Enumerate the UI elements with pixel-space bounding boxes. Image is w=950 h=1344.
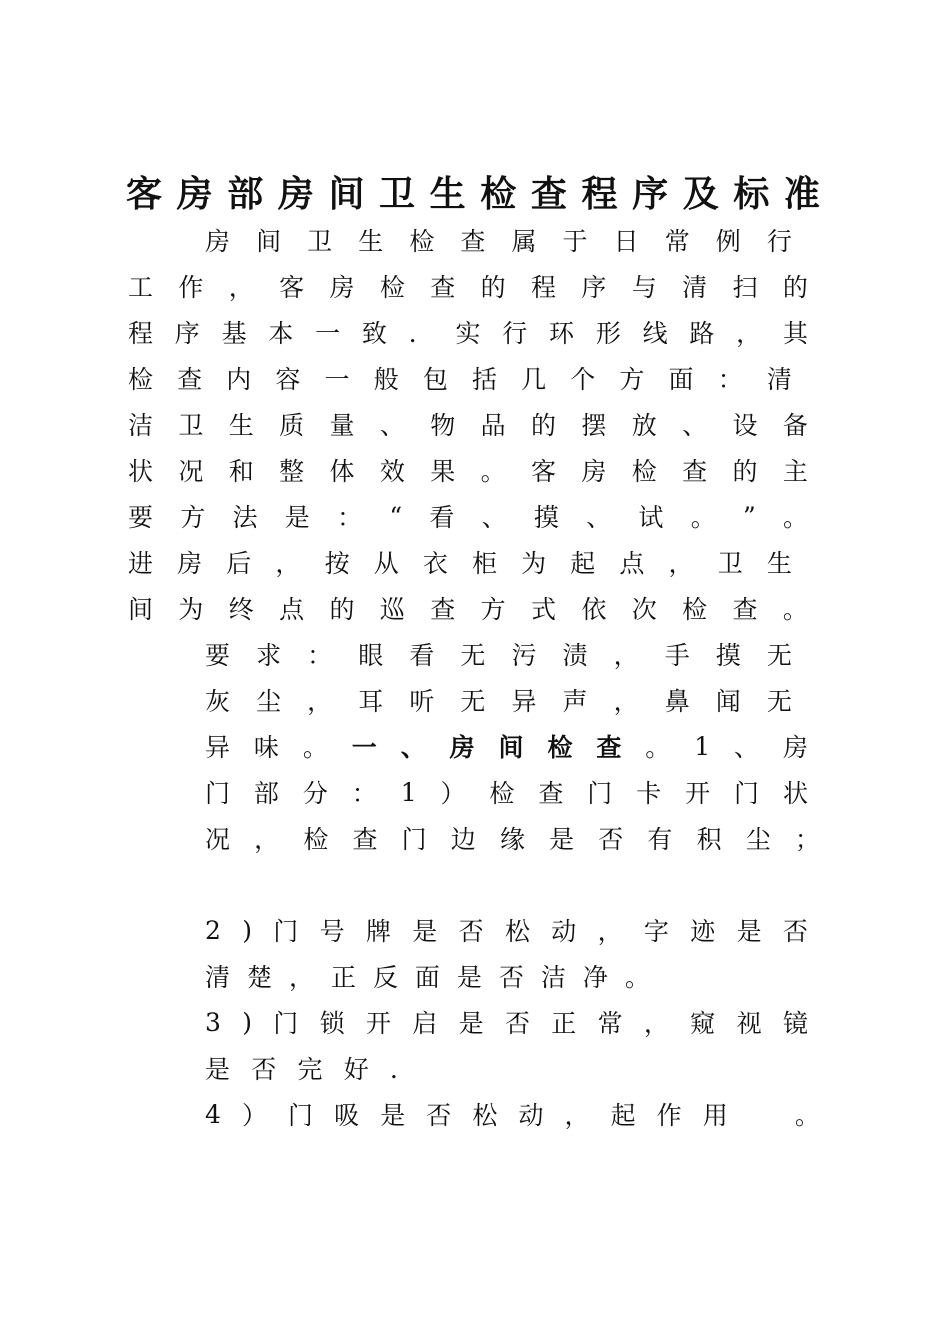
text-char: 是: [412, 917, 438, 946]
text-char: 一: [324, 365, 350, 394]
text-char: 异: [205, 733, 231, 762]
text-char: 尘: [256, 687, 282, 716]
text-line: [128, 358, 792, 398]
text-char: 门: [587, 779, 613, 808]
text-char: 状: [782, 779, 808, 808]
text-line: [205, 772, 808, 812]
text-char: 渍: [562, 641, 588, 670]
text-char: 检: [631, 457, 657, 486]
text-char: 要: [205, 641, 231, 670]
text-char: 鼻: [664, 687, 690, 716]
text-char: 查: [682, 457, 708, 486]
text-char: ，: [307, 687, 333, 716]
text-char: 部: [253, 779, 279, 808]
text-char: 完: [297, 1055, 323, 1084]
text-char: 实: [455, 319, 481, 348]
text-char: 清: [682, 273, 708, 302]
title-char: 检: [480, 172, 517, 215]
text-char: 松: [472, 1101, 498, 1130]
text-char: ．: [408, 319, 434, 348]
text-char: 程: [531, 273, 557, 302]
text-char: 状: [128, 457, 154, 486]
text-char: 查: [352, 825, 378, 854]
text-char: 体: [329, 457, 355, 486]
text-char: 是: [458, 1009, 484, 1038]
text-char: 检: [409, 227, 435, 256]
text-char: 行: [502, 319, 528, 348]
text-char: ”: [742, 501, 756, 531]
text-char: 。: [302, 733, 328, 762]
text-char: 用: [702, 1101, 728, 1130]
text-line: [128, 542, 792, 582]
text-char: 污: [511, 641, 537, 670]
text-char: ，: [613, 687, 639, 716]
text-char: 是: [736, 917, 762, 946]
text-char: ，: [668, 549, 694, 578]
text-char: 闻: [715, 687, 741, 716]
text-char: 个: [570, 365, 596, 394]
text-char: 扫: [732, 273, 758, 302]
text-char: 是: [205, 1055, 231, 1084]
text-char: 查: [538, 779, 564, 808]
text-char: 房: [449, 733, 475, 762]
text-char: 方: [180, 503, 206, 532]
title-char: 部: [227, 172, 264, 215]
document-title: [126, 166, 820, 216]
text-char: 形: [595, 319, 621, 348]
text-char: 无: [766, 687, 792, 716]
text-char: 卡: [636, 779, 662, 808]
text-char: 动: [551, 917, 577, 946]
text-char: 间: [498, 733, 524, 762]
text-char: 面: [414, 963, 440, 992]
text-char: 检: [682, 595, 708, 624]
text-char: 洁: [128, 411, 154, 440]
text-char: 序: [581, 273, 607, 302]
title-char: 间: [328, 172, 365, 215]
text-char: 否: [426, 1101, 452, 1130]
text-char: 放: [631, 411, 657, 440]
text-char: ，: [564, 1101, 590, 1130]
text-char: 况: [205, 825, 231, 854]
text-char: 生: [766, 549, 792, 578]
text-char: 反: [372, 963, 398, 992]
text-char: 。: [480, 457, 506, 486]
title-char: 序: [632, 172, 669, 215]
text-char: 边: [450, 825, 476, 854]
text-char: ：: [337, 503, 363, 532]
text-char: 门: [734, 779, 760, 808]
text-char: 备: [782, 411, 808, 440]
text-char: 清: [205, 963, 231, 992]
text-char: 异: [511, 687, 537, 716]
text-char: 。: [645, 733, 671, 762]
text-char: 查: [732, 595, 758, 624]
title-char: 查: [530, 172, 567, 215]
text-line: [205, 956, 650, 996]
text-char: 看: [409, 641, 435, 670]
title-char: 标: [733, 172, 770, 215]
text-char: 房: [581, 457, 607, 486]
text-char: 质: [279, 411, 305, 440]
text-char: 锁: [319, 1009, 345, 1038]
text-char: “: [389, 501, 403, 531]
text-char: 查: [430, 273, 456, 302]
text-char: 检: [489, 779, 515, 808]
text-char: 常: [664, 227, 690, 256]
text-char: 号: [319, 917, 345, 946]
text-char: 内: [226, 365, 252, 394]
text-line: [128, 588, 808, 628]
text-char: 几: [521, 365, 547, 394]
text-char: 况: [178, 457, 204, 486]
text-char: 的: [480, 273, 506, 302]
text-char: 净: [582, 963, 608, 992]
text-char: [749, 1096, 774, 1132]
text-char: 卫: [717, 549, 743, 578]
text-char: 求: [256, 641, 282, 670]
text-char: 积: [696, 825, 722, 854]
text-line: [205, 1002, 808, 1042]
text-char: 正: [551, 1009, 577, 1038]
text-char: 房: [329, 273, 355, 302]
text-char: 卫: [178, 411, 204, 440]
text-char: 作: [178, 273, 204, 302]
text-char: 灰: [205, 687, 231, 716]
text-char: 看: [429, 503, 455, 532]
text-char: 般: [373, 365, 399, 394]
title-char: 准: [783, 172, 820, 215]
text-char: 正: [330, 963, 356, 992]
text-char: 巡: [379, 595, 405, 624]
text-char: 起: [610, 1101, 636, 1130]
text-char: 吸: [334, 1101, 360, 1130]
text-char: 否: [598, 825, 624, 854]
text-char: 房: [782, 733, 808, 762]
text-char: ，: [254, 825, 280, 854]
text-char: 听: [409, 687, 435, 716]
text-char: 房: [205, 227, 231, 256]
text-char: 试: [638, 503, 664, 532]
text-char: 的: [782, 273, 808, 302]
text-char: ：: [351, 779, 377, 808]
text-line: [128, 312, 808, 352]
text-char: 效: [379, 457, 405, 486]
text-char: 整: [279, 457, 305, 486]
text-char: 开: [365, 1009, 391, 1038]
text-char: 否: [782, 917, 808, 946]
text-char: 迹: [690, 917, 716, 946]
text-char: ）: [241, 1101, 267, 1130]
text-char: 其: [782, 319, 808, 348]
text-char: ．: [389, 1055, 415, 1084]
text-char: 。: [782, 595, 808, 624]
text-char: 间: [128, 595, 154, 624]
text-char: 生: [358, 227, 384, 256]
text-char: 按: [324, 549, 350, 578]
text-char: 是: [380, 1101, 406, 1130]
text-char: 为: [178, 595, 204, 624]
text-char: 日: [613, 227, 639, 256]
text-line: [205, 818, 820, 858]
text-char: 否: [458, 917, 484, 946]
text-char: 和: [228, 457, 254, 486]
title-char: 卫: [379, 172, 416, 215]
text-char: 是: [284, 503, 310, 532]
text-char: 量: [329, 411, 355, 440]
text-char: 无: [460, 641, 486, 670]
text-char: 摸: [533, 503, 559, 532]
text-char: 否: [504, 1009, 530, 1038]
text-char: 序: [174, 319, 200, 348]
text-char: ）: [440, 779, 466, 808]
text-char: 终: [228, 595, 254, 624]
text-char: 、: [734, 733, 760, 762]
text-char: 间: [256, 227, 282, 256]
text-char: 环: [549, 319, 575, 348]
text-char: 检: [128, 365, 154, 394]
text-char: 卫: [307, 227, 333, 256]
text-char: 生: [228, 411, 254, 440]
text-char: 查: [430, 595, 456, 624]
text-char: 。: [794, 1101, 820, 1130]
text-char: 门: [205, 779, 231, 808]
text-char: 镜: [782, 1009, 808, 1038]
title-char: 客: [126, 172, 163, 215]
text-line: [205, 634, 792, 674]
text-char: 无: [460, 687, 486, 716]
text-char: 检: [379, 273, 405, 302]
text-char: ：: [307, 641, 333, 670]
text-char: 查: [177, 365, 203, 394]
text-char: 容: [275, 365, 301, 394]
text-char: 致: [361, 319, 387, 348]
text-char: 线: [642, 319, 668, 348]
text-char: 。: [782, 503, 808, 532]
text-char: 客: [531, 457, 557, 486]
title-char: 程: [581, 172, 618, 215]
text-line: [205, 680, 792, 720]
title-char: 及: [682, 172, 719, 215]
text-char: 味: [253, 733, 279, 762]
text-char: 2: [205, 915, 221, 945]
title-char: 房: [277, 172, 314, 215]
text-char: 衣: [422, 549, 448, 578]
text-char: 行: [766, 227, 792, 256]
text-char: 基: [221, 319, 247, 348]
text-char: 起: [570, 549, 596, 578]
text-char: 门: [273, 917, 299, 946]
text-char: 尘: [745, 825, 771, 854]
text-char: 摸: [715, 641, 741, 670]
text-char: 4: [205, 1099, 221, 1129]
text-char: 于: [562, 227, 588, 256]
text-char: 一: [351, 733, 377, 762]
text-char: 门: [401, 825, 427, 854]
text-char: 为: [521, 549, 547, 578]
text-char: 无: [766, 641, 792, 670]
text-char: ): [242, 915, 252, 945]
text-char: 1: [694, 731, 711, 761]
text-char: 面: [668, 365, 694, 394]
text-line: [205, 1048, 415, 1088]
text-char: 有: [647, 825, 673, 854]
text-char: 检: [547, 733, 573, 762]
text-char: 次: [631, 595, 657, 624]
text-char: 声: [562, 687, 588, 716]
text-char: 字: [643, 917, 669, 946]
text-char: 从: [373, 549, 399, 578]
text-char: 门: [288, 1101, 314, 1130]
text-char: 式: [531, 595, 557, 624]
text-char: 工: [128, 273, 154, 302]
text-line: [128, 266, 808, 306]
text-char: 果: [430, 457, 456, 486]
text-char: 物: [430, 411, 456, 440]
text-char: 的: [732, 457, 758, 486]
text-char: 。: [624, 963, 650, 992]
text-char: 1: [400, 777, 417, 807]
text-char: 清: [766, 365, 792, 394]
text-line: [205, 1094, 820, 1134]
text-char: 视: [736, 1009, 762, 1038]
text-line: [205, 220, 792, 260]
text-char: 查: [596, 733, 622, 762]
text-char: 查: [460, 227, 486, 256]
text-char: 要: [128, 503, 154, 532]
text-char: 点: [619, 549, 645, 578]
text-char: 楚: [246, 963, 272, 992]
text-char: 客: [279, 273, 305, 302]
text-char: 的: [329, 595, 355, 624]
text-char: 点: [279, 595, 305, 624]
text-char: 、: [586, 503, 612, 532]
text-char: 缘: [499, 825, 525, 854]
text-char: ，: [597, 917, 623, 946]
text-char: ，: [228, 273, 254, 302]
text-char: 否: [498, 963, 524, 992]
text-char: ，: [275, 549, 301, 578]
text-char: 进: [128, 549, 154, 578]
text-char: 依: [581, 595, 607, 624]
text-char: 方: [619, 365, 645, 394]
text-char: 开: [685, 779, 711, 808]
text-char: ，: [613, 641, 639, 670]
text-char: 、: [400, 733, 426, 762]
text-char: 是: [549, 825, 575, 854]
text-char: 好: [343, 1055, 369, 1084]
text-char: 括: [471, 365, 497, 394]
text-char: 房: [177, 549, 203, 578]
text-char: 路: [689, 319, 715, 348]
text-char: 属: [511, 227, 537, 256]
text-char: 松: [504, 917, 530, 946]
text-char: 本: [268, 319, 294, 348]
text-line: [128, 496, 808, 536]
text-char: ：: [717, 365, 743, 394]
text-char: 、: [481, 503, 507, 532]
text-char: 与: [631, 273, 657, 302]
text-char: ，: [736, 319, 762, 348]
text-char: 。: [690, 503, 716, 532]
text-char: 动: [518, 1101, 544, 1130]
text-char: ，: [288, 963, 314, 992]
text-char: 品: [480, 411, 506, 440]
text-char: ，: [643, 1009, 669, 1038]
text-char: 后: [226, 549, 252, 578]
text-line: [205, 726, 808, 766]
text-char: 方: [480, 595, 506, 624]
text-char: 洁: [540, 963, 566, 992]
text-char: 作: [656, 1101, 682, 1130]
text-char: 主: [782, 457, 808, 486]
text-char: 分: [302, 779, 328, 808]
text-char: 眼: [358, 641, 384, 670]
text-char: 门: [273, 1009, 299, 1038]
text-char: 程: [128, 319, 154, 348]
text-line: [128, 404, 808, 444]
text-char: 一: [315, 319, 341, 348]
text-char: 窥: [690, 1009, 716, 1038]
text-line: [205, 910, 808, 950]
text-char: 否: [251, 1055, 277, 1084]
text-char: 的: [531, 411, 557, 440]
text-char: 、: [682, 411, 708, 440]
title-char: 生: [429, 172, 466, 215]
text-char: 例: [715, 227, 741, 256]
text-char: 法: [232, 503, 258, 532]
text-char: 常: [597, 1009, 623, 1038]
text-line: [128, 450, 808, 490]
text-char: 、: [379, 411, 405, 440]
text-char: 摆: [581, 411, 607, 440]
text-char: 耳: [358, 687, 384, 716]
text-char: ): [242, 1007, 252, 1037]
text-char: 包: [422, 365, 448, 394]
text-char: 手: [664, 641, 690, 670]
text-char: 牌: [365, 917, 391, 946]
title-char: 房: [176, 172, 213, 215]
text-char: 柜: [471, 549, 497, 578]
text-char: 设: [732, 411, 758, 440]
text-char: 检: [303, 825, 329, 854]
text-char: 启: [412, 1009, 438, 1038]
text-char: ；: [794, 825, 820, 854]
text-char: 是: [456, 963, 482, 992]
text-char: 3: [205, 1007, 221, 1037]
